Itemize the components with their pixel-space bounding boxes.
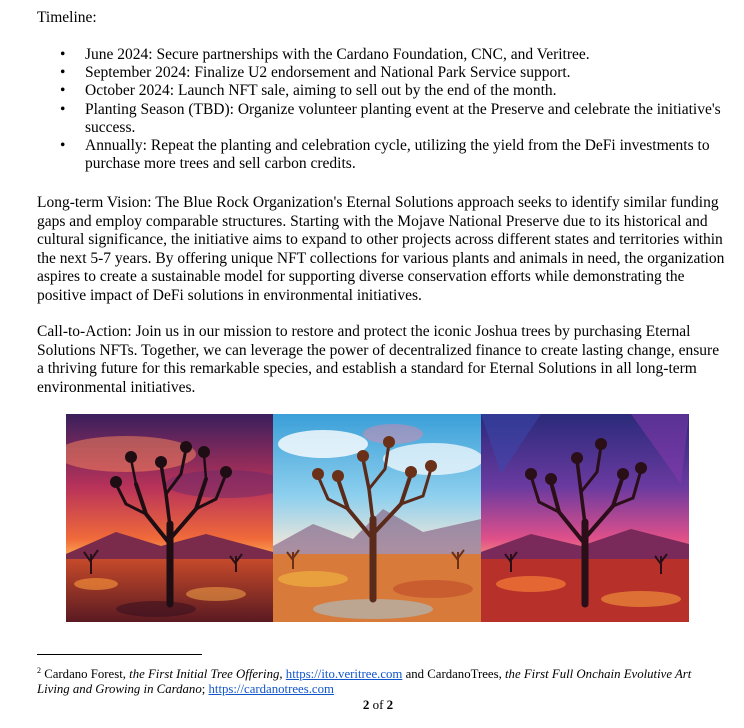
footnote-separator (37, 654, 202, 655)
call-to-action-paragraph: Call-to-Action: Join us in our mission to restore and protect the iconic Joshua trees by purchasing Eternal Solutions NFTs. Together, we can leverage the power of decentralized finance to create lasting change, ensure a thriving future for this remarkable species, and establish a standard for Eternal Solutions in all long-term environmental initiatives. (37, 323, 720, 396)
timeline-item: • September 2024: Finalize U2 endorsement and National Park Service support. (37, 64, 727, 82)
footnote-number: 2 (37, 666, 41, 675)
timeline-item: • Annually: Repeat the planting and celebration cycle, utilizing the yield from the DeFi investments to purchase more trees and sell carbon credits. (37, 137, 727, 173)
page-number (0, 697, 744, 713)
footnote-text: and CardanoTrees, (405, 667, 502, 681)
timeline-item: • October 2024: Launch NFT sale, aiming to sell out by the end of the month. (37, 82, 727, 100)
long-term-vision-paragraph: Long-term Vision: The Blue Rock Organization's Eternal Solutions approach seeks to identify similar funding gaps and employ comparable structures. Starting with the Mojave National Preserve due to its historical and cultural significance, the initiative aims to expand to other projects across different states and territories within the next 5-7 years. By offering unique NFT collections for various plants and animals in need, the organization aspires to create a sustainable model for supporting diverse conservation efforts while demonstrating the positive impact of DeFi solutions in environmental initiatives. (37, 194, 725, 304)
footnote-text: Cardano Forest, (44, 667, 126, 681)
footnote-italic-title: the First Initial Tree Offering, (129, 667, 283, 681)
page-current: 2 (362, 697, 370, 712)
page-total: 2 (386, 697, 394, 712)
joshua-tree-artwork-sunset (66, 414, 273, 622)
footnote-italic-title: the First Full Onchain Evolutive Art Living and Growing in Cardano (37, 667, 692, 697)
footnote-text: ; (201, 682, 206, 697)
timeline-item: • June 2024: Secure partnerships with the Cardano Foundation, CNC, and Veritree. (37, 46, 727, 64)
cardanotrees-link[interactable]: https://cardanotrees.com (208, 682, 334, 697)
timeline-heading: Timeline: (37, 9, 97, 26)
page-of: of (372, 697, 384, 712)
joshua-tree-artwork-watercolor (273, 414, 481, 622)
timeline-item: • Planting Season (TBD): Organize volunteer planting event at the Preserve and celebrate the initiative's success. (37, 101, 727, 137)
timeline-list (37, 46, 727, 173)
joshua-tree-artwork-dusk (481, 414, 689, 622)
footnote (37, 663, 727, 697)
veritree-link[interactable]: https://ito.veritree.com (285, 667, 403, 681)
